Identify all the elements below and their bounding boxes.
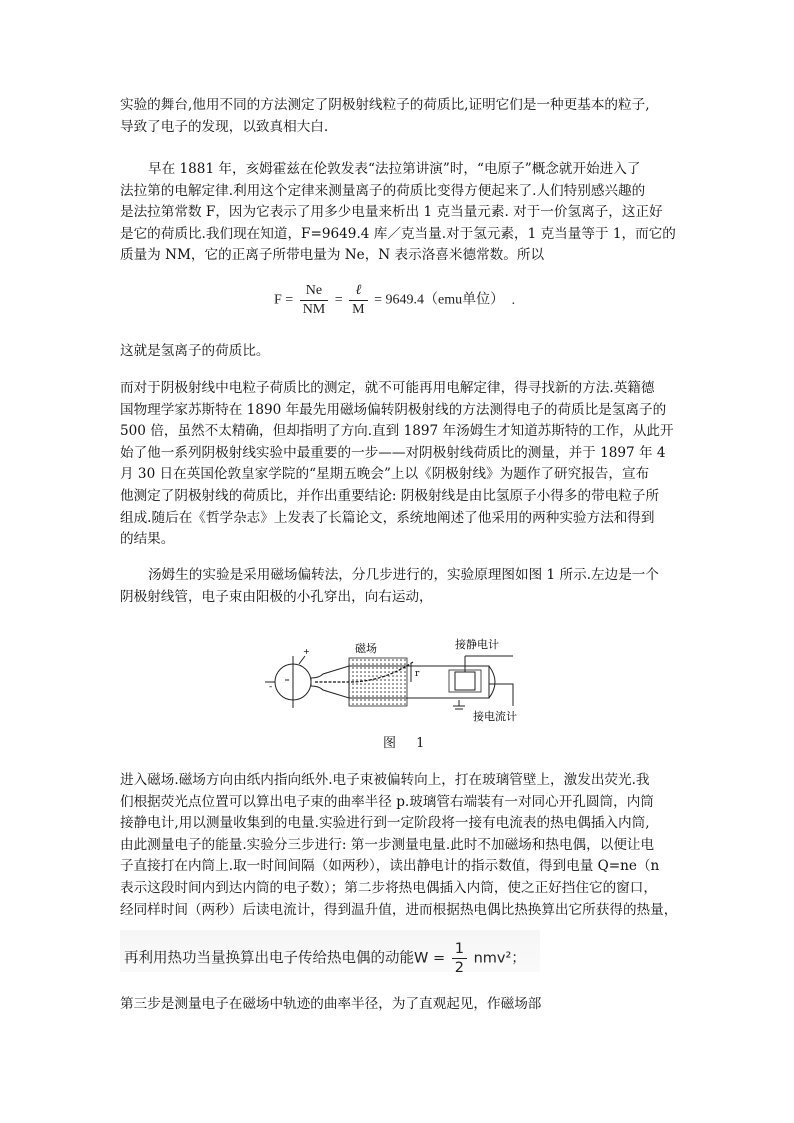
formula-rhs: = 9649.4（emu单位） [374,292,505,308]
cathode-ray-tube-figure [263,634,533,726]
text-line: 由此测量电子的能量.实验分三步进行: 第一步测量电量.此时不加磁场和热电偶，以便让电 [120,836,655,853]
galvanometer-label: 接电流计 [473,710,517,723]
text-line: 法拉第的电解定律.利用这个定律来测量离子的荷质比变得方便起来了.人们特别感兴趣的 [120,182,646,199]
magnet-label: 磁场 [355,642,377,655]
text-line: 阴极射线管，电子束由阳极的小孔穿出，向右运动， [120,588,433,605]
text-line: 他测定了阴极射线的荷质比，并作出重要结论: 阴极射线是由比氢原子小得多的带电粒子所 [120,487,660,504]
text-line: 而对于阴极射线中电粒子荷质比的测定，就不可能再用电解定律，得寻找新的方法.英籍德 [120,380,655,396]
text-line: 们根据荧光点位置可以算出电子束的曲率半径 p.玻璃管右端装有一对同心开孔圆筒，内筒 [120,793,654,810]
text-line: 的结果。 [120,531,175,548]
text-line: 质量为 NM，它的正离子所带电量为 Ne，N 表示洛喜米德常数。所以 [120,247,545,264]
text-line: 第三步是测量电子在磁场中轨迹的曲率半径，为了直观起见，作磁场部 [120,996,542,1012]
tube-end [489,666,495,698]
fraction-denominator: 2 [454,960,464,976]
figure-caption: 图 1 [383,736,433,751]
text-line: 进入磁场.磁场方向由纸内指向纸外.电子束被偏转向上，打在玻璃管壁上，激发出荧光.我 [120,772,650,788]
paragraph-5 [120,565,680,608]
minus-label: - [269,682,273,692]
text-line: 接静电计,用以测量收集到的电量.实验进行到一定阶段将一接有电流表的热电偶插入内筒, [120,815,650,832]
text-line: 始了他一系列阴极射线实验中最重要的一步——对阴极射线荷质比的测量，并于 1897 年 4 [120,444,666,461]
fraction-one-half [452,940,467,977]
formula-text-wrap [124,940,526,977]
text-line: 是它的荷质比.我们现在知道，F=9649.4 库／克当量.对于氢元素，1 克当量等于 1，而它的 [120,225,676,242]
text-line: 早在 1881 年，亥姆霍兹在伦敦发表“法拉第讲演”时，“电原子”概念就开始进入了 [148,161,641,177]
text-line: 是法拉第常数 F，因为它表示了用多少电量来析出 1 克当量元素. 对于一价氢离子，这正好 [120,204,663,221]
text-line: 500 倍，虽然不太精确，但却指明了方向.直到 1897 年汤姆生才知道苏斯特的工作，从此开 [120,423,674,440]
radius-label: r [415,669,420,679]
text-line: 汤姆生的实验是采用磁场偏转法，分几步进行的，实验原理图如图 1 所示.左边是一个 [148,567,659,583]
paragraph-3 [120,341,680,363]
formula-tail: nmv²； [473,950,526,967]
outer-cylinder [449,670,481,692]
inner-cylinder [455,672,475,690]
text-line: 子直接打在内筒上.取一时间间隔（如两秒），读出静电计的指示数值，得到电量 Q=ne（n [120,858,660,875]
fraction-denominator: NM [302,302,326,317]
formula-equals: = [334,292,343,308]
galvanometer-lead [489,684,513,706]
text-line: 国物理学家苏斯特在 1890 年最先用磁场偏转阴极射线的方法测得电子的荷质比是氢离子的 [120,401,667,418]
fraction-numerator: Ne [300,282,329,301]
formula-text: 再利用热功当量换算出电子传给热电偶的动能W = [124,950,446,967]
text-line: 表示这段时间内到达内筒的电子数）；第二步将热电偶插入内筒，使之正好挡住它的窗口， [120,879,657,896]
text-line: 月 30 日在英国伦敦皇家学院的“星期五晚会”上以《阴极射线》为题作了研究报告，宣布 [120,466,650,483]
fraction-numerator: ℓ [349,282,367,301]
formula-kinetic-energy [120,930,540,976]
text-line: 经同样时间（两秒）后读电流计，得到温升值，进而根据热电偶比热换算出它所获得的热量， [120,901,678,918]
formula-faraday [274,282,515,319]
formula-tail: . [511,292,516,308]
paragraph-7 [120,994,680,1016]
text-line: 实验的舞台,他用不同的方法测定了阴极射线粒子的荷质比,证明它们是一种更基本的粒子, [120,97,650,113]
paragraph-4 [120,378,680,551]
fraction-ne-nm [300,282,329,319]
paragraph-6 [120,770,680,921]
plus-label: + [303,647,310,656]
text-line: 组成.随后在《哲学杂志》上发表了长篇论文，系统地阐述了他采用的两种实验方法和得到 [120,509,655,526]
fraction-l-m [349,282,367,319]
text-line: 导致了电子的发现，以致真相大白. [120,118,329,135]
electrometer-label: 接静电计 [455,638,499,651]
paragraph-1 [120,95,680,138]
fraction-numerator: 1 [452,940,467,959]
fraction-denominator: M [352,302,365,317]
paragraph-2 [120,159,680,267]
formula-lhs: F = [274,292,294,308]
text-line: 这就是氢离子的荷质比。 [120,343,270,359]
